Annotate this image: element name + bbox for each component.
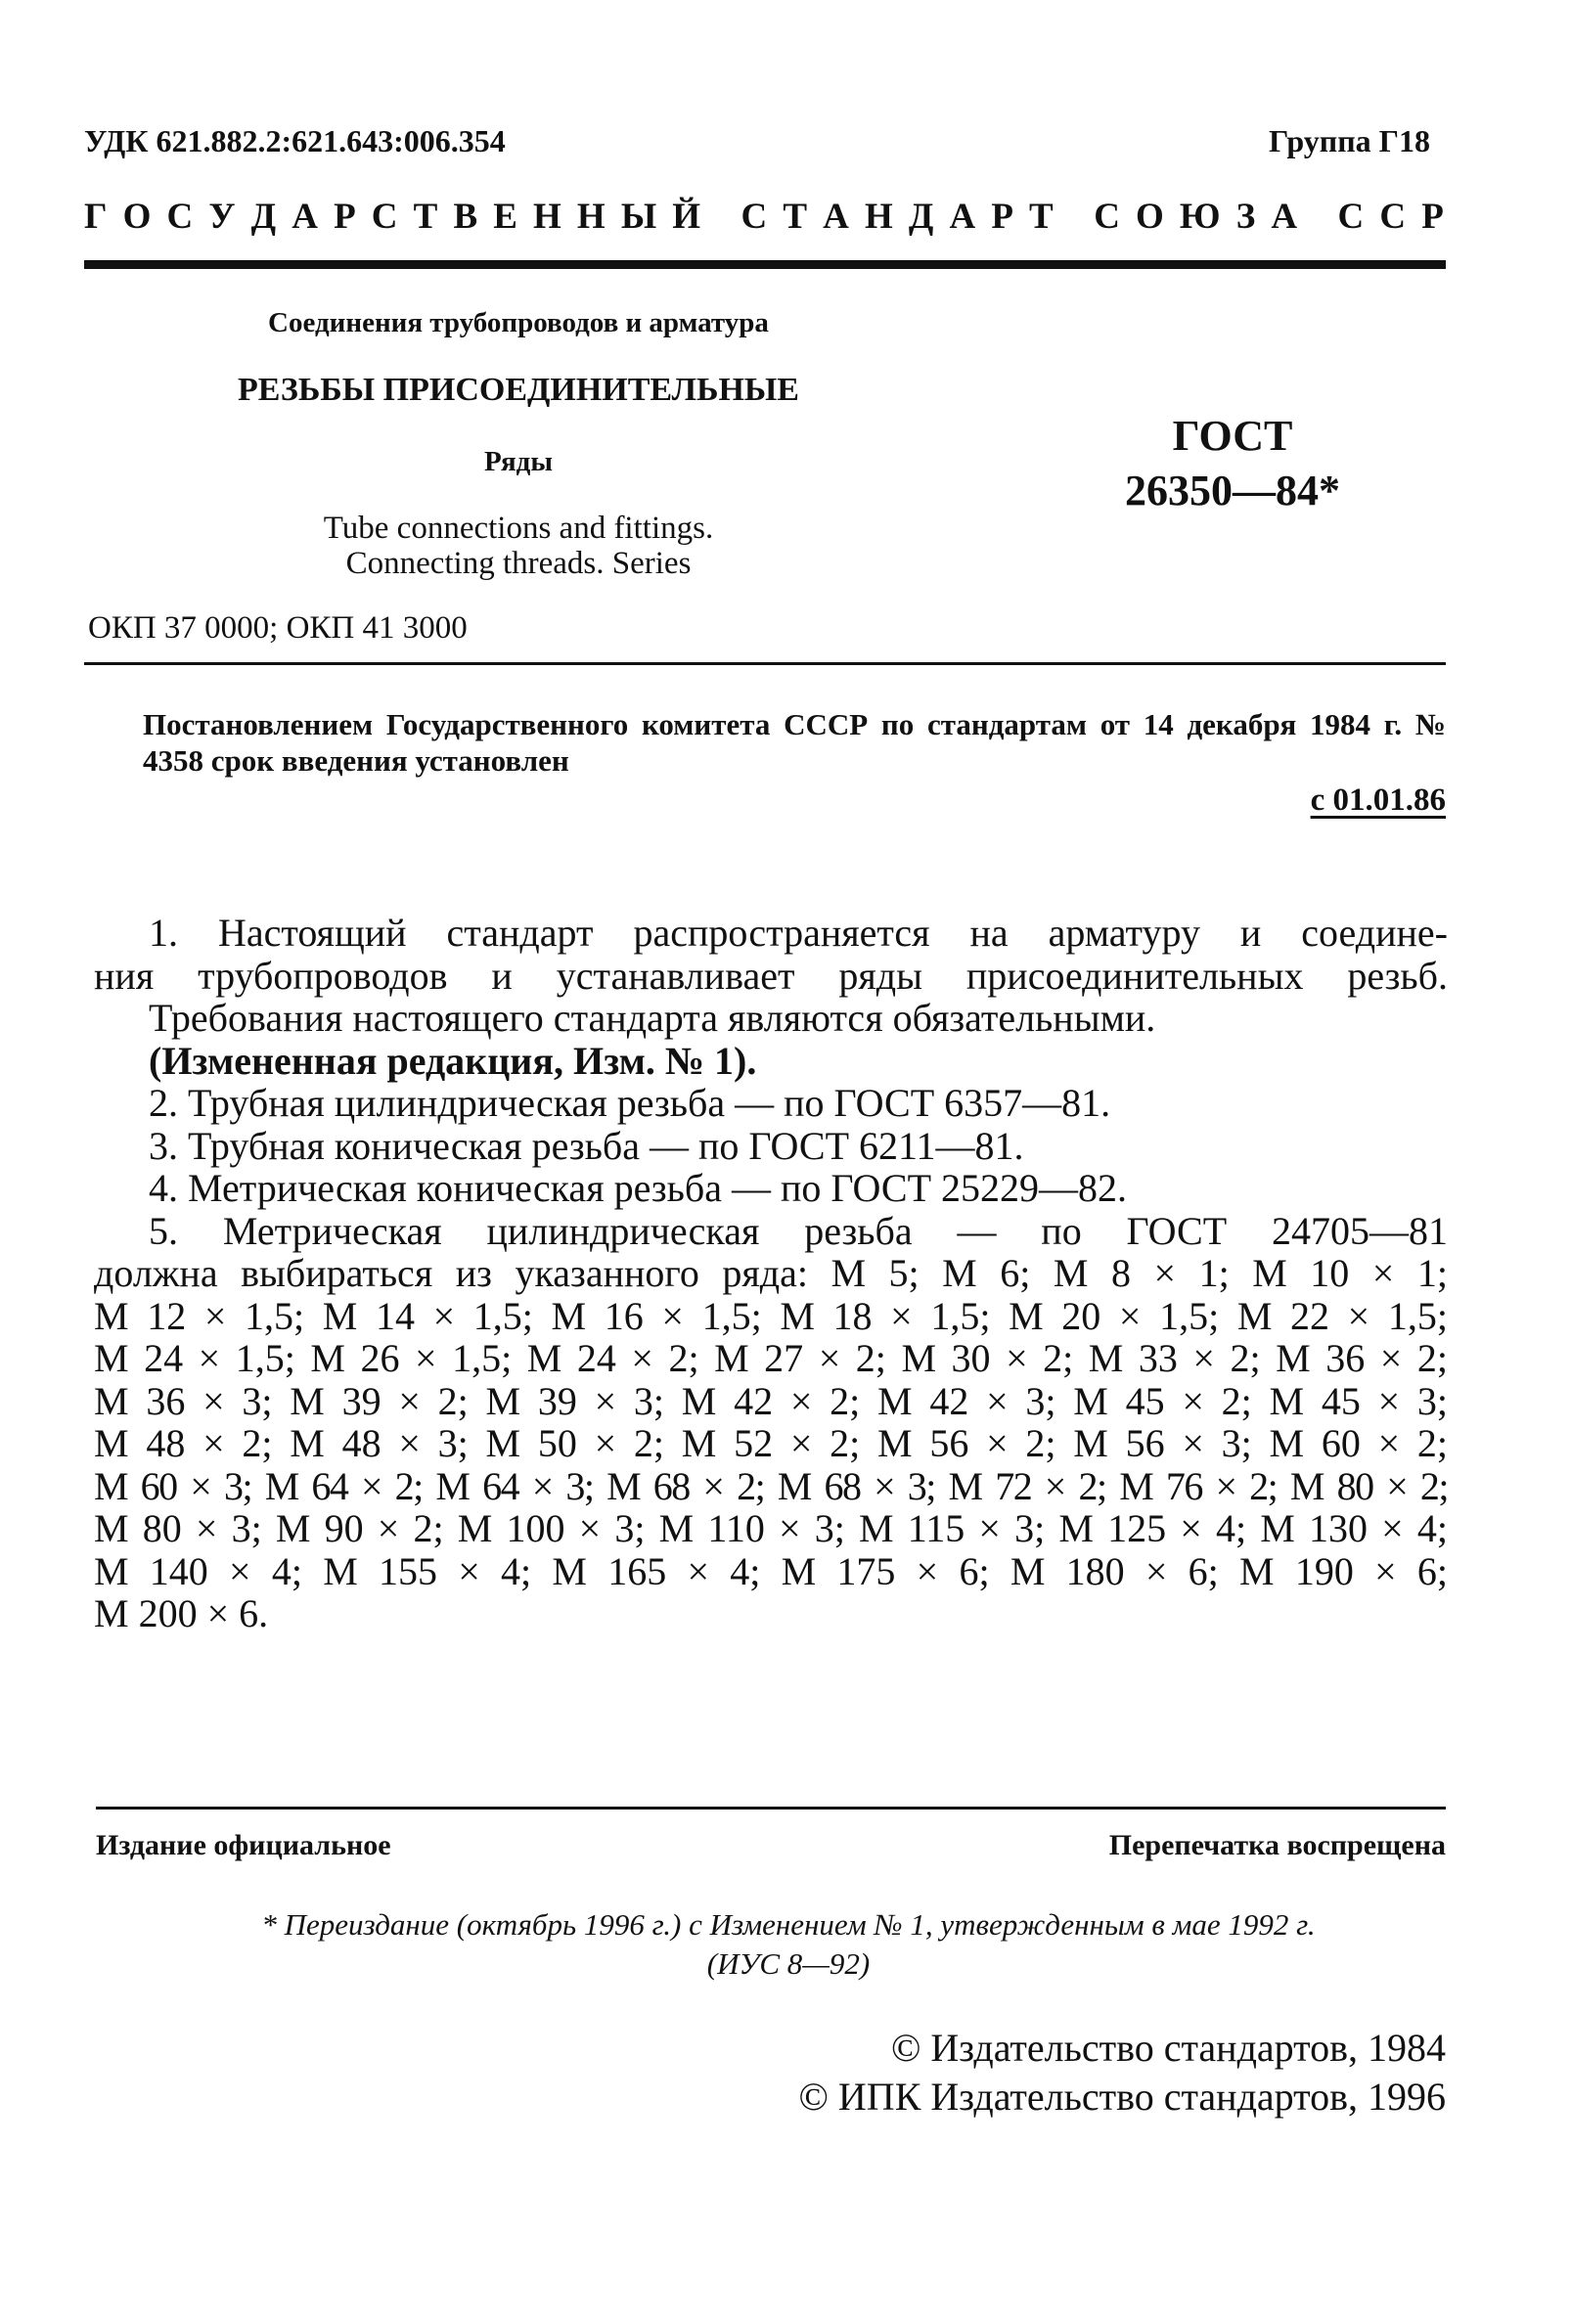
state-standard-letter: У <box>208 197 236 237</box>
state-standard-letter: Р <box>334 197 356 237</box>
state-standard-letter: З <box>1235 197 1256 237</box>
body-line: М 200 × 6. <box>94 1591 269 1635</box>
decree-text: Постановлением Государственного комитета СССР по стандартам от 14 декабря 1984 г. № 4358 срок введения установлен <box>143 707 1446 778</box>
body-line: М 12 × 1,5; М 14 × 1,5; М 16 × 1,5; М 18 × 1,5; М 20 × 1,5; М 22 × 1,5; <box>94 1293 1448 1338</box>
state-standard-gap <box>1313 196 1322 238</box>
reprint-prohibited-note: Перепечатка воспрещена <box>1108 1829 1446 1861</box>
document-series: Ряды <box>484 446 553 477</box>
state-standard-letter: Е <box>493 197 517 237</box>
document-body <box>94 912 1448 1635</box>
state-standard-letter: О <box>1136 197 1164 237</box>
state-standard-letter: Р <box>1421 197 1444 237</box>
state-standard-letter: С <box>371 197 398 237</box>
udk-code: УДК 621.882.2:621.643:006.354 <box>84 123 506 158</box>
title-divider <box>84 662 1446 665</box>
state-standard-heading <box>84 196 1444 238</box>
state-standard-letter: А <box>823 197 849 237</box>
body-line: Требования настоящего стандарта являются обязательными. <box>149 996 1156 1040</box>
state-standard-letter: С <box>1094 197 1120 237</box>
reissue-note: * Переиздание (октябрь 1996 г.) с Изменением № 1, утвержденным в мае 1992 г. <box>261 1907 1316 1942</box>
state-standard-letter: А <box>949 197 976 237</box>
state-standard-letter: С <box>1379 197 1407 237</box>
state-standard-letter: Т <box>1029 197 1054 237</box>
footer-divider <box>96 1807 1446 1810</box>
body-line: 1. Настоящий стандарт распространяется на арматуру и соедине- <box>149 911 1448 955</box>
okp-codes: ОКП 37 0000; ОКП 41 3000 <box>88 610 468 646</box>
state-standard-letter: Н <box>533 197 561 237</box>
body-line: должна выбираться из указанного ряда: М 5; М 6; М 8 × 1; М 10 × 1; <box>94 1251 1448 1295</box>
body-line: (Измененная редакция, Изм. № 1). <box>149 1038 757 1083</box>
gost-label: ГОСТ <box>1172 412 1293 460</box>
state-standard-letter: Н <box>865 197 893 237</box>
document-subject: Соединения трубопроводов и арматура <box>268 307 769 338</box>
state-standard-letter: Т <box>413 197 438 237</box>
state-standard-gap <box>716 196 725 238</box>
body-line: М 80 × 3; М 90 × 2; М 100 × 3; М 110 × 3; М 115 × 3; М 125 × 4; М 130 × 4; <box>94 1506 1448 1550</box>
state-standard-letter: С <box>166 197 194 237</box>
effective-date: с 01.01.86 <box>1310 782 1446 818</box>
gost-number: 26350—84* <box>1125 467 1340 514</box>
body-line: М 140 × 4; М 155 × 4; М 165 × 4; М 175 × 6; М 180 × 6; М 190 × 6; <box>94 1548 1448 1593</box>
english-title-line-1: Tube connections and fittings. <box>323 511 714 546</box>
state-standard-letter: Г <box>84 197 108 237</box>
state-standard-gap <box>1069 196 1078 238</box>
state-standard-letter: А <box>292 197 318 237</box>
document-title: РЕЗЬБЫ ПРИСОЕДИНИТЕЛЬНЫЕ <box>238 372 799 408</box>
state-standard-letter: А <box>1271 197 1298 237</box>
state-standard-letter: Ы <box>620 197 657 237</box>
state-standard-letter: Й <box>672 197 701 237</box>
body-line: 2. Трубная цилиндрическая резьба — по ГОСТ 6357—81. <box>149 1081 1111 1125</box>
state-standard-letter: С <box>741 197 768 237</box>
copyright-1996: © ИПК Издательство стандартов, 1996 <box>798 2075 1446 2119</box>
state-standard-letter: С <box>1337 197 1365 237</box>
state-standard-letter: Т <box>783 197 808 237</box>
state-standard-letter: В <box>453 197 478 237</box>
body-line: М 48 × 2; М 48 × 3; М 50 × 2; М 52 × 2; М 56 × 2; М 56 × 3; М 60 × 2; <box>94 1421 1448 1465</box>
body-line: 5. Метрическая цилиндрическая резьба — по ГОСТ 24705—81 <box>149 1208 1448 1253</box>
state-standard-letter: Н <box>576 197 606 237</box>
group-code: Группа Г18 <box>1269 123 1430 158</box>
english-title-line-2: Connecting threads. Series <box>345 546 692 581</box>
body-line: 3. Трубная коническая резьба — по ГОСТ 6211—81. <box>149 1123 1024 1168</box>
body-line: М 36 × 3; М 39 × 2; М 39 × 3; М 42 × 2; М 42 × 3; М 45 × 2; М 45 × 3; <box>94 1378 1448 1423</box>
state-standard-letter: Д <box>908 197 934 237</box>
official-edition-note: Издание официальное <box>96 1829 391 1861</box>
body-line: ния трубопроводов и устанавливает ряды присоединительных резьб. <box>94 953 1448 998</box>
body-line: М 60 × 3; М 64 × 2; М 64 × 3; М 68 × 2; М 68 × 3; М 72 × 2; М 76 × 2; М 80 × 2; <box>94 1463 1448 1508</box>
copyright-1984: © Издательство стандартов, 1984 <box>890 2026 1446 2070</box>
body-line: 4. Метрическая коническая резьба — по ГОСТ 25229—82. <box>149 1166 1127 1210</box>
state-standard-letter: Д <box>250 197 277 237</box>
body-line: М 24 × 1,5; М 26 × 1,5; М 24 × 2; М 27 × 2; М 30 × 2; М 33 × 2; М 36 × 2; <box>94 1336 1448 1380</box>
reissue-ius: (ИУС 8—92) <box>706 1946 871 1981</box>
state-standard-letter: Ю <box>1179 197 1221 237</box>
state-standard-letter: Р <box>991 197 1013 237</box>
state-standard-letter: О <box>122 197 152 237</box>
header-divider <box>84 260 1446 269</box>
